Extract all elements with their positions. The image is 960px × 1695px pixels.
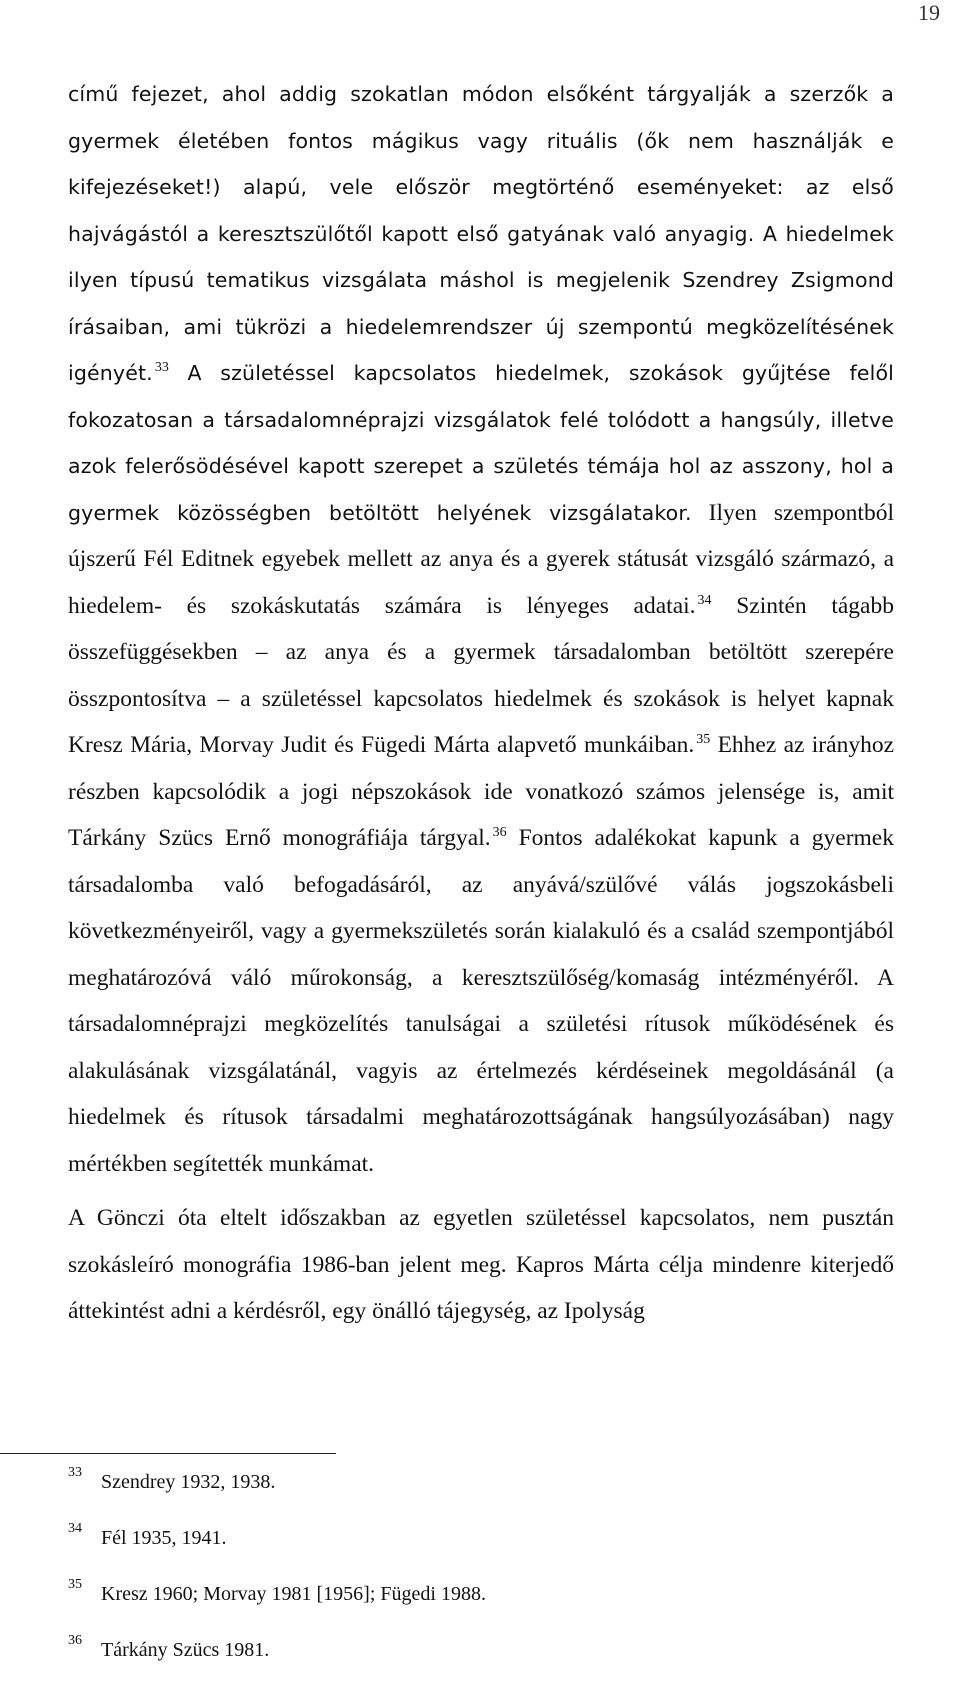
footnote-33	[68, 1465, 894, 1527]
paragraph-2: A Gönczi óta eltelt időszakban az egyetlen születéssel kapcsolatos, nem pusztán szokásleíró monográfia 1986-ban jelent meg. Kapros Márta célja mindenre kiterjedő áttekintést adni a kérdésről, egy önálló tájegység, az Ipolyság	[68, 1205, 894, 1324]
footnote-text: Kresz 1960; Morvay 1981 [1956]; Fügedi 1988.	[101, 1583, 486, 1605]
footnote-ref-36[interactable]: 36	[492, 825, 507, 841]
paragraph-1-serif-part-2: Szintén tágabb összefüggésekben – az anya és a gyermek társadalomban betöltött szerepére összpontosítva – a születéssel kapcsolatos hiedelmek és szokások is helyet kapnak Kresz Mária, Morvay Judit és Fügedi Márta alapvető munkáiban.	[68, 592, 894, 758]
footnote-number: 35	[68, 1577, 82, 1592]
footnote-text: Fél 1935, 1941.	[101, 1527, 227, 1549]
footnote-36	[68, 1633, 894, 1695]
footnote-separator	[0, 1453, 336, 1454]
footnote-number: 33	[68, 1465, 82, 1480]
paragraph-1-sans-part: című fejezet, ahol addig szokatlan módon elsőként tárgyalják a szerzők a gyermek életében fontos mágikus vagy rituális (ők nem használják e kifejezéseket!) alapú, vele először megtörténő eseményeket: az első hajvágástól a keresztszülőtől kapott első gatyának való anyagig. A hiedelmek ilyen típusú tematikus vizsgálata máshol is megjelenik Szendrey Zsigmond írásaiban, ami tükrözi a hiedelemrendszer új szempontú megközelítésének igényét.	[68, 82, 894, 385]
footnote-number: 36	[68, 1633, 82, 1648]
footnote-ref-34[interactable]: 34	[697, 592, 712, 608]
paragraph-1-serif-part-3: Ehhez az irányhoz részben kapcsolódik a jogi népszokások ide vonatkozó számos jelensége is, amit Tárkány Szücs Ernő monográfiája tárgyal.	[68, 732, 894, 851]
body-text	[68, 71, 894, 1335]
paragraph-1	[68, 71, 894, 1187]
paragraph-1-serif-part-4: Fontos adalékokat kapunk a gyermek társadalomba való befogadásáról, az anyává/szülővé válás jogszokásbeli következményeiről, vagy a gyermekszületés során kialakuló és a család szempontjából meghatározóvá váló műrokonság, a keresztszülőség/komaság intézményéről. A társadalomnéprajzi megközelítés tanulságai a születési rítusok működésének és alakulásának vizsgálatánál, vagyis az értelmezés kérdéseinek megoldásánál (a hiedelmek és rítusok társadalmi meghatározottságának hangsúlyozásában) nagy mértékben segítették munkámat.	[68, 825, 894, 1177]
footnote-text: Szendrey 1932, 1938.	[101, 1471, 276, 1493]
footnote-ref-33[interactable]: 33	[154, 360, 169, 376]
footnote-number: 34	[68, 1521, 82, 1536]
page-number: 19	[918, 0, 940, 25]
paragraph-1-sans-part-2: A születéssel kapcsolatos hiedelmek, szokások gyűjtése felől fokozatosan a társadalomnéprajzi vizsgálatok felé tolódott a hangsúly, illetve azok felerősödésével kapott szerepet a születés témája hol az asszony, hol a gyermek közösségben betöltött helyének vizsgálatakor.	[68, 361, 894, 525]
footnote-34	[68, 1521, 894, 1583]
paragraph-1-serif-part: Ilyen szempontból újszerű Fél Editnek egyebek mellett az anya és a gyerek státusát vizsgáló származó, a hiedelem- és szokáskutatás számára is lényeges adatai.	[68, 499, 894, 619]
footnote-ref-35[interactable]: 35	[696, 732, 711, 748]
footnote-35	[68, 1577, 894, 1639]
footnotes	[68, 1465, 894, 1695]
footnote-text: Tárkány Szücs 1981.	[101, 1639, 270, 1661]
